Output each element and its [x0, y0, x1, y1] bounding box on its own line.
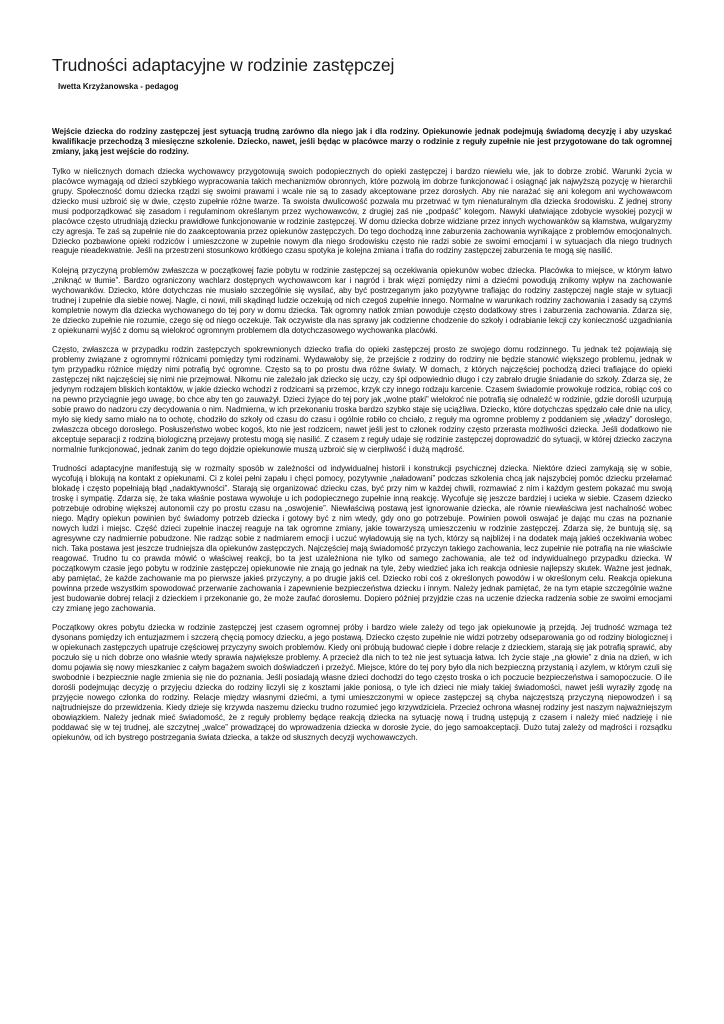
lead-paragraph: Wejście dziecka do rodziny zastępczej jest sytuacją trudną zarówno dla niego jak i dla rodziny. Opiekunowie jednak podejmują świadomą decyzję i aby uzyskać kwalifikacje przechodzą 3 miesięczne szkolenie. Dziecko, nawet, jeśli będąc w placówce marzy o rodzinie z reguły zupełnie nie jest przygotowane do tak ogromnej zmiany, jaką jest wejście do rodziny. [52, 127, 672, 156]
body-paragraph: Kolejną przyczyną problemów zwłaszcza w początkowej fazie pobytu w rodzinie zastępczej są oczekiwania opiekunów wobec dziecka. Placówka to miejsce, w którym łatwo „zniknąć w tłumie”. Bardzo ograniczony wachlarz dostępnych wychowawcom kar i nagród i brak więzi pomiędzy nimi a dziećmi powodują znikomy wpływ na zachowanie wychowanków. Dziecko, które dotychczas nie musiało szczególnie się wysilać, aby być postrzeganym jako pozytywne trafiając do rodziny zastępczej nagle staje w sytuacji trudnej i zupełnie dla siebie nowej. Nagle, ci nowi, mili skądinąd ludzie oczekują od nich czegoś zupełnie innego. Normalne w warunkach rodziny zachowania i zasady są czymś kompletnie nowym dla dziecka wychowanego do tej pory w domu dziecka. Tak ogromny natłok zmian powoduje często dodatkowy stres i zaburzenia zachowania. Zdarza się, że dziecko zupełnie nie rozumie, czego się od niego oczekuje. Tak oczywiste dla nas sprawy jak codzienne chodzenie do szkoły i odrabianie lekcji czy konieczność uzgadniania z opiekunami wyjść z domu są wielokroć ogromnym problemem dla dotychczasowego wychowanka placówki. [52, 266, 672, 335]
body-paragraph: Początkowy okres pobytu dziecka w rodzinie zastępczej jest czasem ogromnej próby i bardzo wiele zależy od tego jak opiekunowie ją przejdą. Jej trudność wzmaga też dysonans pomiędzy ich entuzjazmem i szczerą chęcią pomocy dziecku, a jego postawą. Dziecko często zupełnie nie widzi potrzeby odseparowania go od rodziny biologicznej i w opiekunach zastępczych upatruje częściowej przyczyny swoich problemów. Kiedy oni próbują budować ciepłe i dobre relacje z dzieckiem, starają się jak potrafią sprawić, aby poczuło się u nich dobrze ono właśnie wtedy sprawia największe problemy. A przecież dla nich to też nie jest sytuacja łatwa. Ich życie staje „na głowie” z dnia na dzień, w ich domu pojawia się nowy mieszkaniec z całym bagażem swoich doświadczeń i przeżyć. Miejsce, które do tej pory było dla nich bezpieczną przystanią i azylem, w którym czuli się swobodnie i bezpiecznie nagle zmienia się nie do poznania. Jeśli posiadają własne dzieci dochodzi do tego często troska o ich poczucie bezpieczeństwa i samopoczucie. O ile dorośli podejmując decyzję o przyjęciu dziecka do rodziny liczyli się z kosztami jakie poniosą, o tyle ich dzieci nie miały takiej świadomości, nawet jeśli wyraziły zgodę na przyjęcie nowego członka do rodziny. Relacje między własnymi dziećmi, a tymi umieszczonymi w opiece zastępczej są chyba najczęstszą przyczyną niepowodzeń i są najtrudniejsze do przewidzenia. Kiedy dzieje się krzywda naszemu dziecku trudno rozumieć jego krzywdziciela. Przecież ochrona własnej rodziny jest naszym najważniejszym obowiązkiem. Należy jednak mieć świadomość, że z reguły problemy będące reakcją dziecka na sytuację nową i trudną ustępują z czasem i należy mieć nadzieję i nie poddawać się w tej trudnej, ale szczytnej „walce” prowadzącej do wprowadzenia dziecka w dorosłe życie, do jego samoakceptacji. Dużo tutaj zależy od mądrości i rozsądku opiekunów, od ich bystrego postrzegania świata dziecka, a także od słusznych decyzji wychowawczych. [52, 623, 672, 742]
author-line: Iwetta Krzyżanowska - pedagog [58, 82, 179, 91]
body-paragraph: Tylko w nielicznych domach dziecka wychowawcy przygotowują swoich podopiecznych do opieki zastępczej i bardzo niewielu wie, jak to dobrze zrobić. Warunki życia w placówce wymagają od dzieci szybkiego wypracowania takich mechanizmów obronnych, które pozwolą im dobrze funkcjonować i osiągnąć jak najwyższą pozycję w hierarchii grupy. Społeczność domu dziecka rządzi się swoimi prawami i wcale nie są to zasady akceptowane przez dorosłych. Aby nie narażać się ani kolegom ani wychowawcom dziecko musi uzbroić się w dwie, często zupełnie różne twarze. Ta swoista dwulicowość pozwala mu przetrwać w tym nienaturalnym dla dziecka środowisku. Z jednej strony musi podporządkować się zasadom i regulaminom określanym przez wychowawców, z drugiej zaś nie „podpaść” kolegom. Nawyki ułatwiające zdobycie wysokiej pozycji w placówce często utrudniają dziecku prawidłowe funkcjonowanie w rodzinie zastępczej. W domu dziecka dobrze widziane przez innych wychowanków są kłamstwa, wulgaryzmy czy agresja. Te zaś są zupełnie nie do zaakceptowania przez opiekunów zastępczych. Do tego dochodzą inne zaburzenia zachowania wynikające z problemów emocjonalnych. Dziecko pozbawione opieki rodziców i umieszczone w zupełnie nowym dla niego środowisku często nie radzi sobie ze swoimi emocjami i w sytuacjach dla niego trudnych reaguje nieadekwatnie. Jeśli na przestrzeni stosunkowo krótkiego czasu spotyka je kolejna zmiana i trafia do rodziny zastępczej zaburzenia te mogą się nasilić. [52, 166, 672, 256]
article-body [52, 127, 672, 752]
body-paragraph: Często, zwłaszcza w przypadku rodzin zastępczych spokrewnionych dziecko trafia do opieki zastępczej prosto ze swojego domu rodzinnego. Tu jednak też pojawiają się problemy związane z ogromnymi różnicami pomiędzy tymi rodzinami. Wydawałoby się, że przejście z rodziny do rodziny nie będzie stanowić większego problemu, jednak w tym przypadku różnice między nimi potrafią być ogromne. Często są to po prostu dwa różne światy. W domach, z których najczęściej pochodzą dzieci trafiające do opieki zastępczej nikt najczęściej się nimi nie przejmował. Nikomu nie zależało jak dziecko się uczy, czy śpi odpowiednio długo i czy zabrało drugie śniadanie do szkoły. Zdarza się, że jedynym rodzajem bliskich kontaktów, w jakie dziecko wchodzi z rodzicami są przemoc, krzyk czy innego rodzaju karcenie. Czasem świadomie prowokuje rodzica, robiąc coś co na pewno przyciągnie jego uwagę, bo chce aby ten go zauważył. Dzieci żyjące do tej pory jak „wolne ptaki” wielokroć nie potrafią się odnaleźć w rodzinie, gdzie dorośli uzurpują sobie prawo do nadzoru czy decydowania o nim. Nadmierna, w ich przekonaniu troska bardzo szybko staje się uciążliwa. Dziecko, które dotychczas spędzało całe dnie na ulicy, myło się kiedy samo miało na to ochotę, chodziło do szkoły od czasu do czasu i ogólnie robiło co chciało, z reguły ma ogromne problemy z poddaniem się „władzy” dorosłego, zwłaszcza obcego dorosłego. Posłuszeństwo wobec kogoś, kto nie jest rodzicem, nawet jeśli jest to członek rodziny często przerasta możliwości dziecka. Jeśli dodatkowo nie akceptuje separacji z rodziną biologiczną przejawy protestu mogą się nasilić. Z czasem z reguły udaje się rodzinie zastępczej doprowadzić do sytuacji, w której dziecko zaczyna normalnie funkcjonować, jednak zanim do tego dojdzie opiekunowie muszą uzbroić się w cierpliwość i dużą mądrość. [52, 345, 672, 454]
body-paragraph: Trudności adaptacyjne manifestują się w rozmaity sposób w zależności od indywidualnej historii i konstrukcji psychicznej dziecka. Niektóre dzieci zamykają się w sobie, wycofują i blokują na kontakt z opiekunami. Ci z kolei pełni zapału i chęci pomocy, pozytywnie „naładowani” podczas szkolenia chcą jak najszybciej pomóc dziecku przełamać blokadę i często popełniają błąd „nadaktywności”. Starają się organizować dziecku czas, być przy nim w każdej chwili, rozmawiać z nim i każdym gestem pokazać mu swoją troskę i sympatię. Zdarza się, że taka właśnie postawa wywołuje u ich podopiecznego zupełnie inną reakcję. Wycofuje się jeszcze bardziej i ucieka w siebie. Czasem dziecko potrzebuje odrobinę większej autonomii czy po prostu czasu na „oswojenie”. Niewłaściwą postawą jest ignorowanie dziecka, ale równie niewłaściwa jest nachalność wobec niego. Mądry opiekun powinien być świadomy potrzeb dziecka i gotowy być z nim wtedy, gdy ono go potrzebuje. Powinien powoli oswajać je dając mu czas na poznanie nowych ludzi i miejsc. Część dzieci zupełnie inaczej reaguje na tak ogromne zmiany, jakie towarzyszą umieszczeniu w rodzinie zastępczej. Zdarza się, że buntują się, są agresywne czy nadmiernie pobudzone. Nie radząc sobie z nadmiarem emocji i uczuć wyładowują się na tych, którzy są najbliżej i na dodatek mają jakieś oczekiwania wobec nich. Taka postawa jest jeszcze trudniejsza dla opiekunów zastępczych. Najczęściej mają świadomość przyczyn takiego zachowania, lecz zupełnie nie potrafią na nie właściwie reagować. Trudno tu co prawda mówić o właściwej reakcji, bo ta jest uzależniona nie tylko od samego zachowania, ale też od indywidualnego przypadku dziecka. W początkowym czasie jego pobytu w rodzinie zastępczej opiekunowie nie znają go jednak na tyle, żeby wiedzieć jaka ich reakcja odniesie najlepszy skutek. Ważne jest jednak, aby pamiętać, że każde zachowanie ma po pierwsze jakieś przyczyny, a po drugie jakiś cel. Dziecko robi coś z określonych powodów i w określonym celu. Reakcja opiekuna powinna przede wszystkim spowodować przerwanie zachowania i zapewnienie bezpieczeństwa dziecku i innym. Należy jednak pamiętać, że na tym etapie szczególnie ważne jest budowanie dobrej relacji z dzieckiem i przekonanie go, że może zaufać dorosłemu. Dopiero później przyjdzie czas na uczenie dziecka radzenia sobie ze swoimi emocjami czy zmianę jego zachowania. [52, 464, 672, 613]
page-title: Trudności adaptacyjne w rodzinie zastępczej [52, 55, 395, 75]
